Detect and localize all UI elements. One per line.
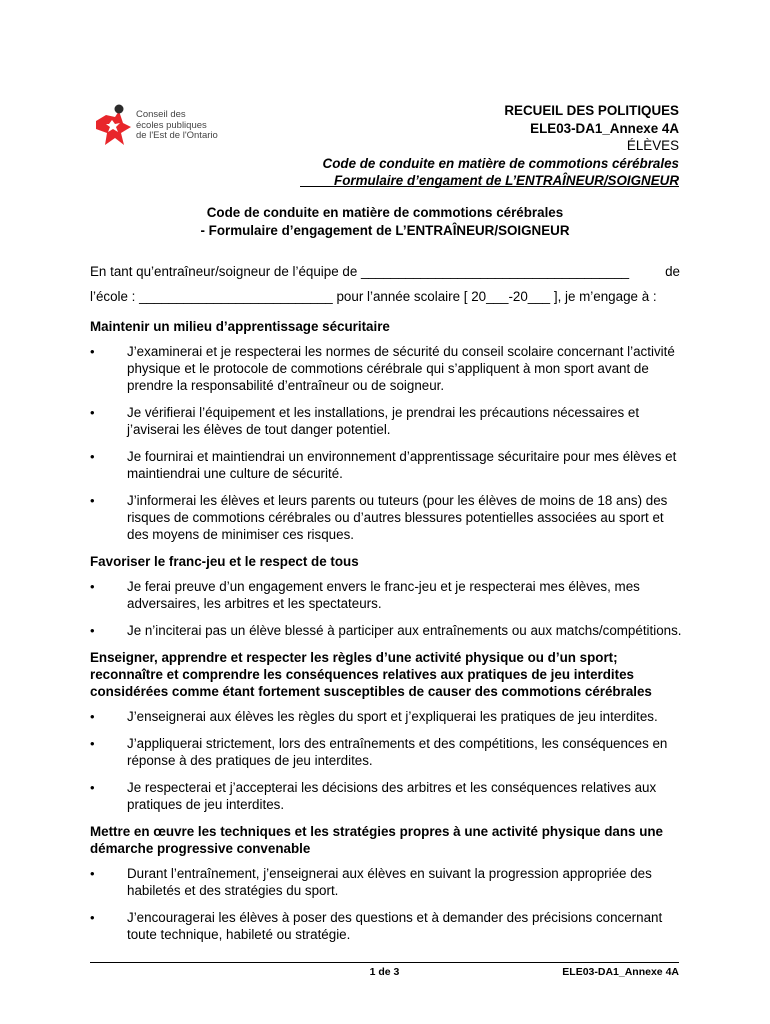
intro-line-end: de [665, 264, 680, 279]
header-reference: ELE03-DA1_Annexe 4A [530, 120, 679, 136]
header-collection: RECUEIL DES POLITIQUES [504, 103, 679, 118]
document-header [323, 102, 679, 190]
logo-text [136, 110, 218, 142]
list-item: • J’examinerai et je respecterai les normes de sécurité du conseil scolaire concernant l’activité physique et le protocole de commotions cérébrale qui s’appliquent à mon sport avant de prendre la responsabilité d’entraîneur ou de soigneur. [90, 343, 685, 394]
list-item: • Je ferai preuve d’un engagement envers le franc-jeu et je respecterai mes élèves, mes adversaires, les arbitres et les spectateurs. [90, 578, 685, 612]
list-item: • J’encouragerai les élèves à poser des questions et à demander des précisions concernant toute technique, habileté ou stratégie. [90, 909, 685, 943]
intro-statement [90, 259, 680, 309]
title-line: Code de conduite en matière de commotions cérébrales [206, 205, 564, 220]
commitments-content [90, 318, 685, 953]
section-rules [90, 649, 685, 813]
logo-text-line: de l'Est de l'Ontario [136, 130, 218, 141]
list-item: • Je fournirai et maintiendrai un environnement d’apprentissage sécuritaire pour mes élèves et maintiendrai une culture de sécurité. [90, 448, 685, 482]
list-item: • Je vérifierai l’équipement et les installations, je prendrai les précautions nécessaires et j’aviserai les élèves de tout danger potentiel. [90, 404, 685, 438]
header-category: ÉLÈVES [626, 138, 679, 153]
document-title [90, 204, 680, 240]
list-item: • J’appliquerai strictement, lors des entraînements et des compétitions, les conséquences en réponse à des pratiques de jeu interdites. [90, 735, 685, 769]
title-line: - Formulaire d’engagement de L’ENTRAÎNEUR/SOIGNEUR [200, 223, 570, 238]
bullet-list [90, 343, 685, 543]
section-title: Enseigner, apprendre et respecter les règles d’une activité physique ou d’un sport; reconnaître et comprendre les conséquences relatives aux pratiques de jeu interdites considérées comme étant fortement susceptibles de causer des commotions cérébrales [90, 650, 652, 699]
section-title: Maintenir un milieu d’apprentissage sécuritaire [90, 319, 390, 334]
intro-line-team [90, 259, 680, 284]
page-number: 1 de 3 [369, 966, 400, 978]
header-subject: Code de conduite en matière de commotions cérébrales [322, 155, 679, 171]
logo-mark-icon [96, 105, 131, 146]
list-item: • Durant l’entraînement, j’enseignerai aux élèves en suivant la progression appropriée des habiletés et des stratégies du sport. [90, 865, 685, 899]
bullet-list [90, 708, 685, 813]
section-title: Mettre en œuvre les techniques et les stratégies propres à une activité physique dans une démarche progressive convenable [90, 824, 663, 856]
section-fair-play [90, 553, 685, 639]
section-title: Favoriser le franc-jeu et le respect de tous [90, 554, 359, 569]
logo-text-line: écoles publiques [136, 119, 207, 131]
section-progressive-techniques [90, 823, 685, 943]
list-item: • Je respecterai et j’accepterai les décisions des arbitres et les conséquences relatives aux pratiques de jeu interdites. [90, 779, 685, 813]
school-year-blank-field[interactable]: l’école : __________________________ pour l’année scolaire [ 20___-20___ ], je m’engage à : [90, 289, 657, 304]
list-item: • J’informerai les élèves et leurs parents ou tuteurs (pour les élèves de moins de 18 ans) des risques de commotions cérébrales ou d’autres blessures potentielles associées au sport et des moyens de minimiser ces risques. [90, 492, 685, 543]
bullet-list [90, 865, 685, 943]
team-blank-field[interactable]: En tant qu’entraîneur/soigneur de l’équipe de ____________________________________ [90, 264, 630, 279]
list-item: • Je n’inciterai pas un élève blessé à participer aux entraînements ou aux matchs/compétitions. [90, 622, 685, 639]
header-form-name: Formulaire d’engament de L’ENTRAÎNEUR/SOIGNEUR [334, 173, 679, 188]
logo-text-line: Conseil des [136, 109, 186, 120]
list-item: • J’enseignerai aux élèves les règles du sport et j’expliquerai les pratiques de jeu interdites. [90, 708, 685, 725]
footer-divider [90, 962, 679, 963]
section-safe-environment [90, 318, 685, 543]
header-divider [300, 186, 679, 187]
bullet-list [90, 578, 685, 639]
footer-reference: ELE03-DA1_Annexe 4A [562, 966, 679, 978]
